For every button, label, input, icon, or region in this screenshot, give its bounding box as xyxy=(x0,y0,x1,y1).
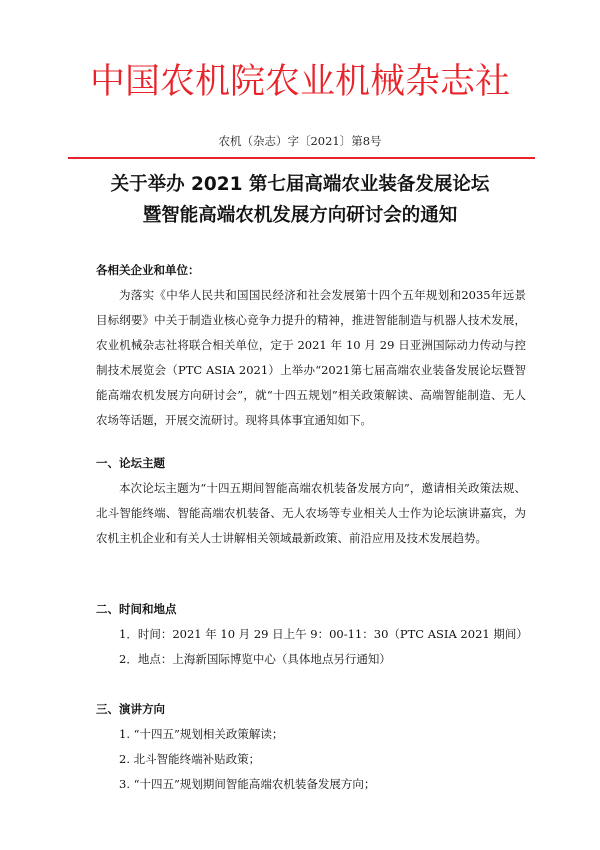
masthead-title: 中国农机院农业机械杂志社 xyxy=(89,62,510,102)
section-heading-time-place: 二、时间和地点 xyxy=(96,602,177,616)
list-item-topic-3: 3. “十四五”规划期间智能高端农机装备发展方向； xyxy=(119,777,376,791)
intro-paragraph: 为落实《中华人民共和国国民经济和社会发展第十四个五年规划和2035年远景目标纲要》中关于制造业核心竞争力提升的精神，推进智能制造与机器人技术发展，农业机械杂志社将联合相关单位，定于 2021 年 10 月 29 日亚洲国际动力传动与控制技术展览会（PTC ASIA 2021）上举办“2021第七届高端农业装备发展论坛暨智能高端农机发展方向研讨会”，就“十四五规划”相关政策解读、高端智能制造、无人农场等话题，开展交流研讨。现将具体事宜通知如下。 xyxy=(96,288,526,427)
list-item-place: 2．地点：上海新国际博览中心（具体地点另行通知） xyxy=(119,652,391,666)
notice-title-line-1: 关于举办 2021 第七届高端农业装备发展论坛 xyxy=(110,174,490,195)
section-heading-topics: 三、演讲方向 xyxy=(96,702,165,716)
list-item-time: 1．时间：2021 年 10 月 29 日上午 9：00-11：30（PTC ASIA 2021 期间） xyxy=(119,627,528,641)
red-divider xyxy=(68,157,535,159)
notice-title-line-2: 暨智能高端农机发展方向研讨会的通知 xyxy=(142,205,458,226)
document-number: 农机（杂志）字〔2021〕第8号 xyxy=(218,134,382,148)
section-heading-theme: 一、论坛主题 xyxy=(96,456,165,470)
salutation: 各相关企业和单位： xyxy=(96,263,200,277)
section-theme-text: 本次论坛主题为“十四五期间智能高端农机装备发展方向”，邀请相关政策法规、北斗智能终端、智能高端农机装备、无人农场等专业相关人士作为论坛演讲嘉宾，为农机主机企业和有关人士讲解相关领域最新政策、前沿应用及技术发展趋势。 xyxy=(96,481,526,545)
list-item-topic-2: 2. 北斗智能终端补贴政策； xyxy=(119,752,261,766)
list-item-topic-1: 1. “十四五”规划相关政策解读； xyxy=(119,727,284,741)
